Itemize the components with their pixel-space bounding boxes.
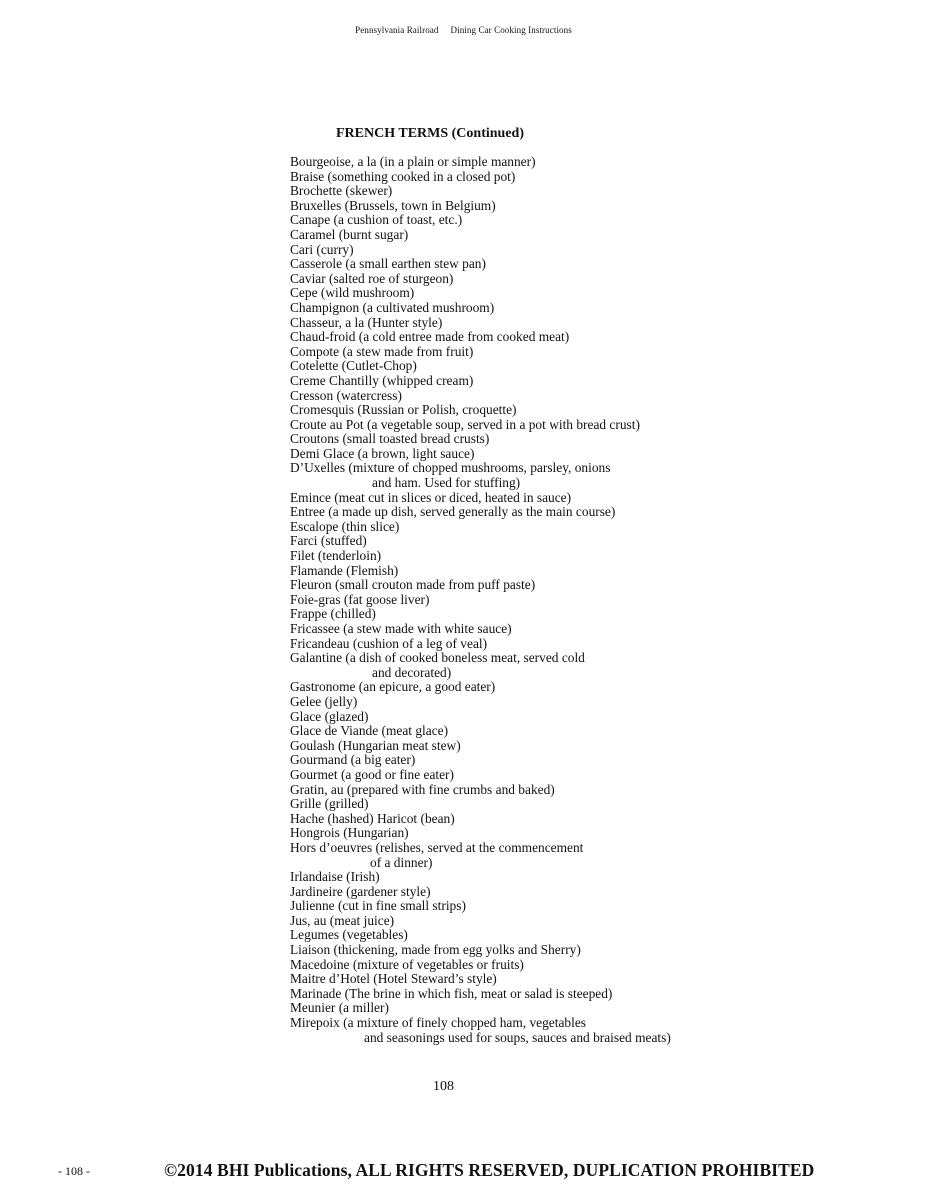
term-text: Brochette (skewer)	[290, 183, 393, 199]
term-text: Galantine (a dish of cooked boneless meat, served cold	[290, 650, 585, 666]
term-text: Demi Glace (a brown, light sauce)	[290, 445, 475, 461]
term-entry	[290, 564, 671, 579]
term-entry	[290, 841, 671, 870]
term-entry	[290, 593, 671, 608]
term-entry	[290, 870, 671, 885]
term-text: Fleuron (small crouton made from puff paste)	[290, 577, 536, 593]
term-entry	[290, 243, 671, 258]
term-entry	[290, 695, 671, 710]
term-text: Caramel (burnt sugar)	[290, 226, 409, 242]
term-entry	[290, 724, 671, 739]
term-text: Gratin, au (prepared with fine crumbs and baked)	[290, 781, 555, 797]
term-text: Chaud-froid (a cold entree made from cooked meat)	[290, 329, 570, 345]
term-entry	[290, 622, 671, 637]
term-text: Hache (hashed) Haricot (bean)	[290, 810, 455, 826]
term-text: Hors d’oeuvres (relishes, served at the commencement	[290, 839, 584, 855]
term-entry	[290, 257, 671, 272]
term-text: Cepe (wild mushroom)	[290, 285, 415, 301]
term-text: Foie-gras (fat goose liver)	[290, 591, 430, 607]
section-heading: FRENCH TERMS (Continued)	[336, 126, 524, 141]
term-text: Cresson (watercress)	[290, 387, 402, 403]
running-header	[0, 25, 927, 35]
term-entry	[290, 199, 671, 214]
term-entry	[290, 549, 671, 564]
term-text: Farci (stuffed)	[290, 533, 367, 549]
term-entry	[290, 432, 671, 447]
term-text: Grille (grilled)	[290, 796, 369, 812]
term-entry	[290, 783, 671, 798]
term-text: Emince (meat cut in slices or diced, heated in sauce)	[290, 489, 572, 505]
term-entry	[290, 389, 671, 404]
term-entry	[290, 958, 671, 973]
term-entry	[290, 403, 671, 418]
term-entry	[290, 607, 671, 622]
term-text: Irlandaise (Irish)	[290, 869, 380, 885]
term-text: Compote (a stew made from fruit)	[290, 343, 474, 359]
term-entry	[290, 286, 671, 301]
term-text: Frappe (chilled)	[290, 606, 376, 622]
term-text: Bourgeoise, a la (in a plain or simple manner)	[290, 154, 536, 169]
term-continuation: and decorated)	[372, 664, 452, 680]
term-entry	[290, 316, 671, 331]
term-text: Braise (something cooked in a closed pot)	[290, 168, 516, 184]
term-text: D’Uxelles (mixture of chopped mushrooms, parsley, onions	[290, 460, 611, 476]
term-entry	[290, 943, 671, 958]
term-text: Canape (a cushion of toast, etc.)	[290, 212, 463, 228]
term-entry	[290, 928, 671, 943]
term-text: Casserole (a small earthen stew pan)	[290, 256, 486, 272]
term-text: Creme Chantilly (whipped cream)	[290, 372, 474, 388]
term-entry	[290, 272, 671, 287]
term-text: Maitre d’Hotel (Hotel Steward’s style)	[290, 971, 497, 987]
term-text: Gourmand (a big eater)	[290, 752, 416, 768]
term-text: Escalope (thin slice)	[290, 518, 400, 534]
term-entry	[290, 418, 671, 433]
term-entry	[290, 345, 671, 360]
term-entry	[290, 899, 671, 914]
term-text: Fricandeau (cushion of a leg of veal)	[290, 635, 488, 651]
term-entry	[290, 826, 671, 841]
term-entry	[290, 972, 671, 987]
term-text: Gourmet (a good or fine eater)	[290, 766, 454, 782]
term-entry	[290, 885, 671, 900]
term-text: Liaison (thickening, made from egg yolks and Sherry)	[290, 942, 581, 958]
term-entry	[290, 213, 671, 228]
term-entry	[290, 914, 671, 929]
term-text: Glace (glazed)	[290, 708, 369, 724]
term-text: Macedoine (mixture of vegetables or fruits)	[290, 956, 524, 972]
term-entry	[290, 374, 671, 389]
term-entry	[290, 812, 671, 827]
term-text: Jardineire (gardener style)	[290, 883, 431, 899]
term-text: Bruxelles (Brussels, town in Belgium)	[290, 197, 496, 213]
term-text: Entree (a made up dish, served generally as the main course)	[290, 504, 616, 520]
term-continuation: and ham. Used for stuffing)	[372, 475, 521, 491]
term-text: Goulash (Hungarian meat stew)	[290, 737, 461, 753]
term-entry	[290, 184, 671, 199]
term-text: Caviar (salted roe of sturgeon)	[290, 270, 454, 286]
footer-copyright: ©2014 BHI Publications, ALL RIGHTS RESERVED, DUPLICATION PROHIBITED	[164, 1160, 815, 1180]
term-entry	[290, 1001, 671, 1016]
term-entry	[290, 578, 671, 593]
term-entry	[290, 491, 671, 506]
term-entry	[290, 739, 671, 754]
term-entry	[290, 447, 671, 462]
term-text: Cari (curry)	[290, 241, 354, 257]
term-entry	[290, 753, 671, 768]
terms-list	[290, 155, 671, 1045]
term-entry	[290, 534, 671, 549]
term-text: Legumes (vegetables)	[290, 927, 408, 943]
term-text: Cromesquis (Russian or Polish, croquette)	[290, 402, 517, 418]
term-entry	[290, 797, 671, 812]
term-text: Filet (tenderloin)	[290, 548, 382, 564]
term-entry	[290, 330, 671, 345]
term-entry	[290, 1016, 671, 1045]
term-text: Croutons (small toasted bread crusts)	[290, 431, 490, 447]
term-text: Jus, au (meat juice)	[290, 912, 395, 928]
term-entry	[290, 505, 671, 520]
term-text: Marinade (The brine in which fish, meat or salad is steeped)	[290, 985, 613, 1001]
term-text: Gastronome (an epicure, a good eater)	[290, 679, 496, 695]
term-text: Fricassee (a stew made with white sauce)	[290, 621, 512, 636]
term-text: Flamande (Flemish)	[290, 562, 399, 578]
term-text: Mirepoix (a mixture of finely chopped ham, vegetables	[290, 1015, 586, 1031]
term-entry	[290, 651, 671, 680]
term-text: Glace de Viande (meat glace)	[290, 723, 449, 739]
term-entry	[290, 710, 671, 725]
term-text: Cotelette (Cutlet-Chop)	[290, 358, 417, 374]
term-text: Julienne (cut in fine small strips)	[290, 898, 466, 914]
term-text: Meunier (a miller)	[290, 1000, 389, 1016]
term-entry	[290, 461, 671, 490]
term-entry	[290, 680, 671, 695]
term-text: Champignon (a cultivated mushroom)	[290, 299, 495, 315]
term-continuation: and seasonings used for soups, sauces and braised meats)	[364, 1029, 671, 1045]
term-continuation: of a dinner)	[370, 854, 433, 870]
footer-page-label: - 108 -	[58, 1164, 90, 1178]
term-entry	[290, 155, 671, 170]
term-entry	[290, 520, 671, 535]
term-text: Hongrois (Hungarian)	[290, 825, 409, 841]
page-number: 108	[433, 1079, 454, 1094]
term-entry	[290, 359, 671, 374]
term-text: Gelee (jelly)	[290, 693, 358, 709]
term-entry	[290, 228, 671, 243]
term-entry	[290, 987, 671, 1002]
header-publisher: Pennsylvania Railroad	[355, 25, 439, 35]
term-text: Chasseur, a la (Hunter style)	[290, 314, 443, 330]
term-entry	[290, 637, 671, 652]
term-entry	[290, 768, 671, 783]
term-text: Croute au Pot (a vegetable soup, served in a pot with bread crust)	[290, 416, 640, 432]
term-entry	[290, 170, 671, 185]
header-title: Dining Car Cooking Instructions	[450, 25, 572, 35]
term-entry	[290, 301, 671, 316]
